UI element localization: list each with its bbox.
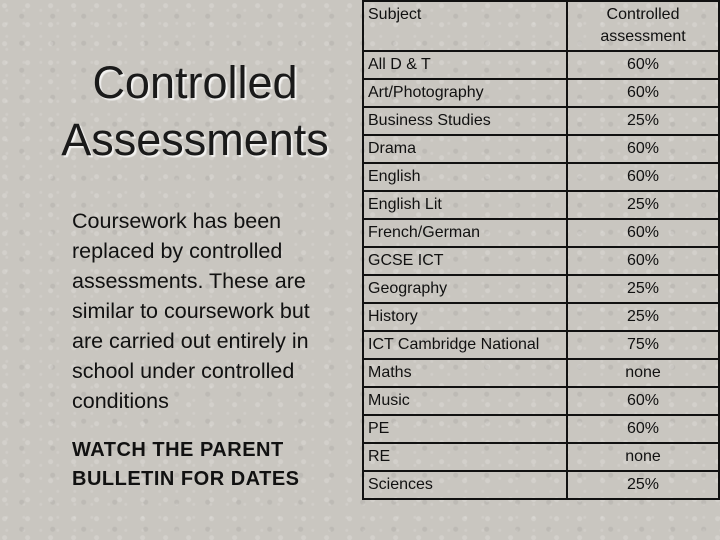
assessment-value-cell: 60% [567, 163, 719, 191]
assessment-value-cell: 60% [567, 387, 719, 415]
assessment-column-header: Controlled assessment [567, 1, 719, 51]
table-row [363, 191, 719, 219]
table-row [363, 107, 719, 135]
assessment-value-cell: 25% [567, 275, 719, 303]
subject-cell: Music [363, 387, 567, 415]
subject-cell: English Lit [363, 191, 567, 219]
subject-cell: Geography [363, 275, 567, 303]
page-title-line-1: Controlled [92, 57, 298, 108]
controlled-assessment-table [362, 0, 720, 500]
assessment-value-cell: 60% [567, 219, 719, 247]
subject-cell: Business Studies [363, 107, 567, 135]
assessment-value-cell: none [567, 443, 719, 471]
table-row [363, 275, 719, 303]
page-title [40, 54, 350, 168]
subject-cell: Sciences [363, 471, 567, 499]
subject-cell: ICT Cambridge National [363, 331, 567, 359]
subject-cell: History [363, 303, 567, 331]
assessment-value-cell: 60% [567, 247, 719, 275]
table-row [363, 51, 719, 79]
assessment-value-cell: 60% [567, 415, 719, 443]
table-row [363, 163, 719, 191]
description-text: Coursework has been replaced by controlled assessments. These are similar to coursework but are carried out entirely in school under controlled conditions [72, 209, 310, 413]
assessment-value-cell: 60% [567, 51, 719, 79]
table-row [363, 303, 719, 331]
notice-line-2: BULLETIN FOR DATES [72, 468, 300, 490]
subject-cell: PE [363, 415, 567, 443]
assessment-value-cell: none [567, 359, 719, 387]
table-row [363, 359, 719, 387]
table-row [363, 219, 719, 247]
assessment-value-cell: 60% [567, 135, 719, 163]
assessment-value-cell: 60% [567, 79, 719, 107]
subject-cell: All D & T [363, 51, 567, 79]
subject-cell: Drama [363, 135, 567, 163]
subject-cell: French/German [363, 219, 567, 247]
subject-column-header: Subject [363, 1, 567, 51]
parent-bulletin-notice [72, 436, 344, 494]
page-title-line-2: Assessments [61, 114, 329, 165]
assessment-value-cell: 25% [567, 191, 719, 219]
subject-cell: RE [363, 443, 567, 471]
table-row [363, 79, 719, 107]
table-row [363, 247, 719, 275]
table-row [363, 443, 719, 471]
subject-cell: English [363, 163, 567, 191]
assessment-value-cell: 25% [567, 107, 719, 135]
assessment-value-cell: 75% [567, 331, 719, 359]
subject-cell: Maths [363, 359, 567, 387]
table-row [363, 471, 719, 499]
table-row [363, 387, 719, 415]
subject-cell: Art/Photography [363, 79, 567, 107]
table-row [363, 135, 719, 163]
assessment-value-cell: 25% [567, 471, 719, 499]
assessment-value-cell: 25% [567, 303, 719, 331]
subject-cell: GCSE ICT [363, 247, 567, 275]
table-row [363, 331, 719, 359]
table-row [363, 415, 719, 443]
notice-line-1: WATCH THE PARENT [72, 439, 284, 461]
table-header-row [363, 1, 719, 51]
